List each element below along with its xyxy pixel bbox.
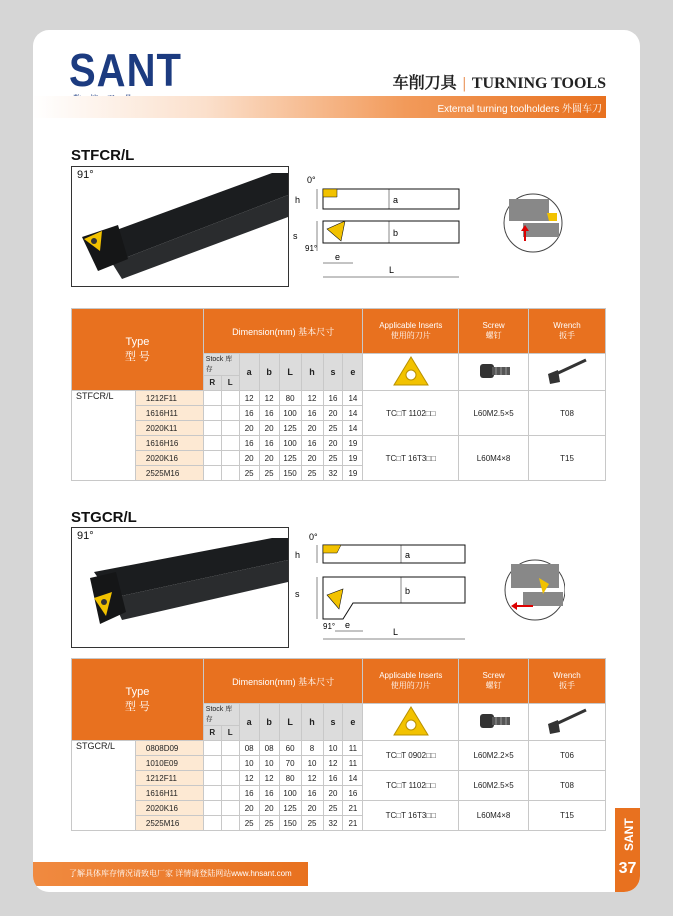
dim-L-label: L (393, 627, 399, 637)
stock-r-header: R (203, 725, 221, 740)
screw-spec: L60M4×8 (459, 436, 529, 481)
cell-e: 14 (343, 771, 363, 786)
model-code: 1010E09 (135, 756, 203, 771)
screw-header (459, 309, 529, 354)
cell-b: 16 (259, 406, 279, 421)
stock-r (203, 451, 221, 466)
screw-header-cn: 螺钉 (485, 681, 502, 690)
dim-s-label: s (295, 589, 300, 599)
wrench-header-en: Wrench (553, 671, 581, 680)
cell-b: 16 (259, 436, 279, 451)
wrench-header-en: Wrench (553, 321, 581, 330)
footer-text: 了解具体库存情况请致电厂家 详情请登陆网站www.hnsant.com (69, 869, 292, 878)
tool-photo-stfcr (71, 166, 289, 287)
col-b: b (259, 704, 279, 741)
insert-spec: TC□T 1102□□ (363, 391, 459, 436)
insert-spec: TC□T 1102□□ (363, 771, 459, 801)
wrench-header-cn: 扳手 (559, 331, 576, 340)
model-code: 1616H11 (135, 786, 203, 801)
stock-l (221, 451, 239, 466)
cell-s: 25 (323, 421, 343, 436)
wrench-header-cn: 扳手 (559, 681, 576, 690)
stock-r (203, 756, 221, 771)
stock-r (203, 406, 221, 421)
stock-r (203, 816, 221, 831)
cell-s: 10 (323, 741, 343, 756)
cell-s: 16 (323, 771, 343, 786)
cell-e: 16 (343, 786, 363, 801)
cell-e: 19 (343, 466, 363, 481)
cell-s: 20 (323, 406, 343, 421)
cell-e: 14 (343, 421, 363, 436)
cell-s: 25 (323, 801, 343, 816)
stock-l (221, 786, 239, 801)
wrench-icon (529, 704, 606, 741)
cell-b: 25 (259, 816, 279, 831)
cell-h: 25 (301, 816, 323, 831)
model-code: 2020K16 (135, 451, 203, 466)
col-L: L (279, 354, 301, 391)
model-code: 2020K16 (135, 801, 203, 816)
inserts-header-cn: 使用的刀片 (390, 331, 431, 340)
stock-l (221, 436, 239, 451)
cell-a: 10 (239, 756, 259, 771)
model-code: 2525M16 (135, 816, 203, 831)
cell-L: 100 (279, 786, 301, 801)
stock-l (221, 756, 239, 771)
inserts-header (363, 309, 459, 354)
dim-L-label: L (389, 265, 395, 275)
dimension-drawing-stfcr (293, 173, 493, 288)
cell-e: 21 (343, 816, 363, 831)
table-row (72, 391, 606, 406)
cell-e: 19 (343, 451, 363, 466)
cell-L: 80 (279, 391, 301, 406)
cell-s: 32 (323, 816, 343, 831)
title-cn: 车削刀具 (392, 75, 457, 92)
cell-a: 20 (239, 421, 259, 436)
table-row (72, 741, 606, 756)
cell-a: 08 (239, 741, 259, 756)
cell-e: 11 (343, 741, 363, 756)
cell-L: 125 (279, 801, 301, 816)
insert-spec: TC□T 0902□□ (363, 741, 459, 771)
title-separator: | (462, 75, 466, 92)
family-name: STGCR/L (72, 741, 136, 831)
col-a: a (239, 354, 259, 391)
cell-L: 100 (279, 436, 301, 451)
cell-s: 20 (323, 436, 343, 451)
table-row (72, 771, 606, 786)
cell-b: 20 (259, 421, 279, 436)
cell-b: 12 (259, 771, 279, 786)
table-row (72, 801, 606, 816)
col-h: h (301, 354, 323, 391)
cell-s: 16 (323, 391, 343, 406)
cell-e: 11 (343, 756, 363, 771)
dim-h-label: h (295, 195, 301, 205)
model-code: 2525M16 (135, 466, 203, 481)
col-e: e (343, 354, 363, 391)
cell-s: 32 (323, 466, 343, 481)
type-header-cn: 型 号 (124, 350, 150, 363)
stock-l (221, 391, 239, 406)
dim-a-label: a (393, 195, 399, 205)
cell-h: 20 (301, 421, 323, 436)
model-code: 1616H16 (135, 436, 203, 451)
spec-table-stfcr (71, 308, 606, 481)
wrench-header (529, 309, 606, 354)
insert-icon (363, 704, 459, 741)
tool-photo-stgcr (71, 527, 289, 648)
wrench-icon (529, 354, 606, 391)
cell-L: 80 (279, 771, 301, 786)
stock-l (221, 421, 239, 436)
screw-spec: L60M2.5×5 (459, 391, 529, 436)
section-title-stgcr: STGCR/L (71, 509, 137, 526)
dimension-drawing-stgcr (293, 531, 493, 646)
screw-header-en: Screw (482, 671, 505, 680)
type-header-en: Type (125, 685, 150, 698)
cell-s: 25 (323, 451, 343, 466)
dim-b-label: b (393, 228, 399, 238)
cell-b: 25 (259, 466, 279, 481)
cell-h: 16 (301, 786, 323, 801)
cell-h: 8 (301, 741, 323, 756)
toolholder-image (72, 167, 288, 286)
angle-91-label: 91° (323, 622, 336, 631)
stock-header: Stock 库存 (203, 354, 239, 376)
dim-h-label: h (295, 550, 301, 560)
cell-a: 25 (239, 466, 259, 481)
stock-header: Stock 库存 (203, 704, 239, 726)
stock-r (203, 801, 221, 816)
col-s: s (323, 704, 343, 741)
application-detail-stgcr (503, 550, 565, 635)
cell-L: 125 (279, 451, 301, 466)
stock-r (203, 391, 221, 406)
model-code: 1212F11 (135, 391, 203, 406)
angle-0-label: 0° (309, 532, 318, 542)
stock-r (203, 436, 221, 451)
insert-spec: TC□T 16T3□□ (363, 436, 459, 481)
table-row (72, 436, 606, 451)
screw-spec: L60M4×8 (459, 801, 529, 831)
cell-a: 16 (239, 786, 259, 801)
screw-header (459, 659, 529, 704)
stock-l-header: L (221, 375, 239, 390)
stock-l (221, 816, 239, 831)
wrench-spec: T15 (529, 436, 606, 481)
cell-L: 60 (279, 741, 301, 756)
spec-table-stgcr (71, 658, 606, 831)
angle-0-label: 0° (307, 175, 316, 185)
cell-s: 12 (323, 756, 343, 771)
cell-b: 20 (259, 801, 279, 816)
stock-r-header: R (203, 375, 221, 390)
type-header-en: Type (125, 335, 150, 348)
insert-spec: TC□T 16T3□□ (363, 801, 459, 831)
dim-e-label: e (345, 620, 351, 630)
col-a: a (239, 704, 259, 741)
cell-a: 20 (239, 451, 259, 466)
col-b: b (259, 354, 279, 391)
header-subtitle: External turning toolholders 外圆车刀 (437, 104, 602, 115)
stock-r (203, 421, 221, 436)
logo-text: SANT (69, 45, 182, 97)
approach-angle: 91° (77, 530, 94, 542)
cell-h: 16 (301, 436, 323, 451)
cell-a: 16 (239, 406, 259, 421)
cell-b: 08 (259, 741, 279, 756)
dim-s-label: s (293, 231, 298, 241)
cell-h: 16 (301, 406, 323, 421)
cell-L: 70 (279, 756, 301, 771)
col-s: s (323, 354, 343, 391)
col-h: h (301, 704, 323, 741)
cell-e: 14 (343, 406, 363, 421)
cell-h: 12 (301, 391, 323, 406)
type-header (72, 309, 204, 391)
stock-r (203, 741, 221, 756)
wrench-spec: T06 (529, 741, 606, 771)
cell-b: 20 (259, 451, 279, 466)
stock-r (203, 786, 221, 801)
cell-h: 25 (301, 466, 323, 481)
cell-h: 12 (301, 771, 323, 786)
dim-b-label: b (405, 586, 411, 596)
tab-brand: SANT (622, 818, 636, 851)
stock-l (221, 801, 239, 816)
cell-h: 20 (301, 801, 323, 816)
screw-header-en: Screw (482, 321, 505, 330)
inserts-header-cn: 使用的刀片 (390, 681, 431, 690)
model-code: 1212F11 (135, 771, 203, 786)
cell-a: 20 (239, 801, 259, 816)
screw-icon (459, 354, 529, 391)
cell-h: 10 (301, 756, 323, 771)
inserts-header (363, 659, 459, 704)
screw-spec: L60M2.5×5 (459, 771, 529, 801)
approach-angle: 91° (77, 169, 94, 181)
wrench-spec: T08 (529, 391, 606, 436)
cell-b: 16 (259, 786, 279, 801)
inserts-header-en: Applicable Inserts (379, 321, 443, 330)
wrench-spec: T08 (529, 771, 606, 801)
page-title (393, 70, 606, 93)
application-detail-stfcr (503, 185, 563, 266)
dimension-header: Dimension(mm) 基本尺寸 (203, 659, 363, 704)
stock-l (221, 741, 239, 756)
col-L: L (279, 704, 301, 741)
cell-e: 21 (343, 801, 363, 816)
inserts-header-en: Applicable Inserts (379, 671, 443, 680)
family-name: STFCR/L (72, 391, 136, 481)
wrench-header (529, 659, 606, 704)
cell-a: 12 (239, 771, 259, 786)
col-e: e (343, 704, 363, 741)
stock-l (221, 406, 239, 421)
model-code: 2020K11 (135, 421, 203, 436)
screw-header-cn: 螺钉 (485, 331, 502, 340)
wrench-spec: T15 (529, 801, 606, 831)
dim-a-label: a (405, 550, 411, 560)
cell-s: 20 (323, 786, 343, 801)
type-header (72, 659, 204, 741)
cell-e: 14 (343, 391, 363, 406)
stock-r (203, 466, 221, 481)
toolholder-image (72, 528, 288, 647)
type-header-cn: 型 号 (124, 700, 150, 713)
cell-L: 150 (279, 466, 301, 481)
cell-L: 100 (279, 406, 301, 421)
insert-icon (363, 354, 459, 391)
stock-l (221, 466, 239, 481)
cell-a: 25 (239, 816, 259, 831)
cell-L: 150 (279, 816, 301, 831)
stock-l (221, 771, 239, 786)
dim-e-label: e (335, 252, 341, 262)
screw-icon (459, 704, 529, 741)
title-en: TURNING TOOLS (471, 75, 606, 92)
cell-a: 16 (239, 436, 259, 451)
cell-b: 12 (259, 391, 279, 406)
dimension-header: Dimension(mm) 基本尺寸 (203, 309, 363, 354)
cell-L: 125 (279, 421, 301, 436)
model-code: 1616H11 (135, 406, 203, 421)
angle-91-label: 91° (305, 244, 318, 253)
page-number: 37 (618, 860, 637, 877)
cell-a: 12 (239, 391, 259, 406)
catalog-page (33, 30, 640, 892)
model-code: 0808D09 (135, 741, 203, 756)
section-title-stfcr: STFCR/L (71, 147, 135, 164)
page-tab (615, 808, 640, 892)
stock-r (203, 771, 221, 786)
screw-spec: L60M2.2×5 (459, 741, 529, 771)
stock-l-header: L (221, 725, 239, 740)
cell-b: 10 (259, 756, 279, 771)
cell-h: 20 (301, 451, 323, 466)
cell-e: 19 (343, 436, 363, 451)
